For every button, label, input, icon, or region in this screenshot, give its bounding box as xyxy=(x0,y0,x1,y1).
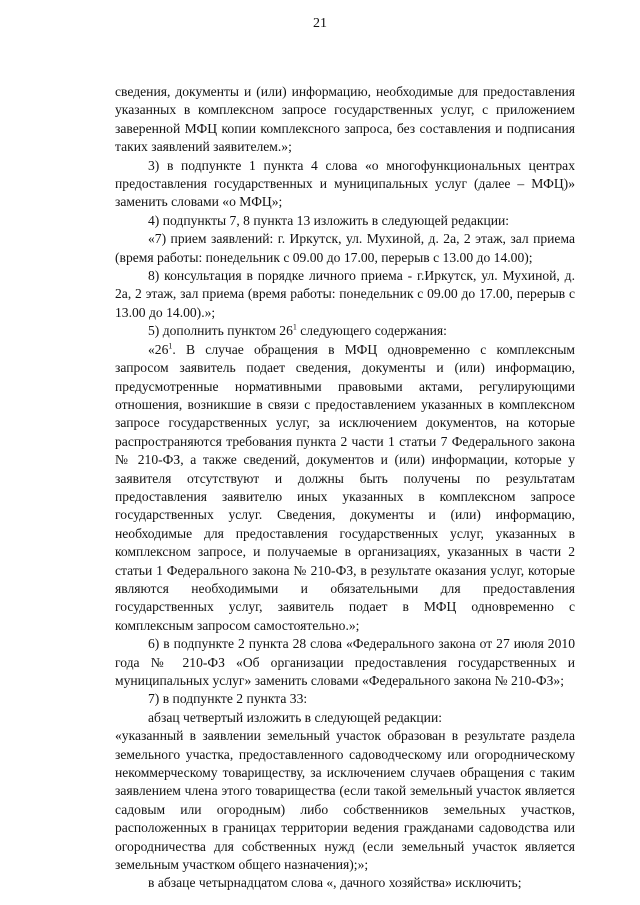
paragraph: «указанный в заявлении земельный участок образован в результате раздела земельного участка, предоставленного садоводческому или огородническому некоммерческому товариществу, за исключением случаев обращения с таким заявлением члена этого товарищества (если такой земельный участок является садовым или огородным) либо собственников земельных участков, расположенных в границах территории ведения гражданами садоводства или огородничества для собственных нужд (если земельный участок является земельным участком общего назначения);»; xyxy=(115,728,575,873)
paragraph: 4) подпункты 7, 8 пункта 13 изложить в следующей редакции: xyxy=(148,212,510,228)
paragraph: сведения, документы и (или) информацию, необходимые для предоставления указанных в комплексном запросе государственных услуг, с приложением заверенной МФЦ копии комплексного запроса, без составления и подписания таких заявлений заявителем.»; xyxy=(115,84,575,155)
paragraph: 6) в подпункте 2 пункта 28 слова «Федерального закона от 27 июля 2010 года № 210-ФЗ «Об организации предоставления государственных и муниципальных услуг» заменить словами «Федерального закона № 210-ФЗ»; xyxy=(115,636,575,688)
paragraph: 5) дополнить пунктом $26^1$ следующего содержания: xyxy=(148,322,447,339)
document-body xyxy=(115,83,575,893)
paragraph: в абзаце четырнадцатом слова «, дачного хозяйства» исключить; xyxy=(148,875,522,891)
paragraph: 3) в подпункте 1 пункта 4 слова «о многофункциональных центрах предоставления государственных и муниципальных услуг (далее – МФЦ)» заменить словами «о МФЦ»; xyxy=(115,157,575,210)
page-number: 21 xyxy=(313,16,327,31)
paragraph: 7) в подпункте 2 пункта 33: xyxy=(148,691,308,707)
paragraph: «$26^1$. В случае обращения в МФЦ одновременно с комплексным запросом заявитель подает сведения, документы и (или) информацию, предусмотренные нормативными правовыми актами, регулирующими отношения, возникшие в связи с предоставлением указанных в комплексном запросе государственных услуг, за исключением документов, на которые распространяются требования пункта 2 части 1 статьи 7 Федерального закона № 210-ФЗ, а также сведений, документов и (или) информации, которые у заявителя отсутствуют и должны быть получены по результатам предоставления заявителю иных указанных в комплексном запросе государственных услуг. Сведения, документы и (или) информацию, необходимые для предоставления государственных услуг, указанных в комплексном запросе, и получаемые в организациях, указанных в части 2 статьи 1 Федерального закона № 210-ФЗ, в результате оказания услуг, которые являются необходимыми и обязательными для предоставления государственных услуг, заявитель подает в МФЦ одновременно с комплексным запросом самостоятельно.»; xyxy=(115,341,575,633)
paragraph: «7) прием заявлений: г. Иркутск, ул. Мухиной, д. 2а, 2 этаж, зал приема (время работы: понедельник с 09.00 до 17.00, перерыв с 13.00 до 14.00); xyxy=(115,231,575,265)
paragraph: абзац четвертый изложить в следующей редакции: xyxy=(148,709,443,725)
paragraph: 8) консультация в порядке личного приема - г.Иркутск, ул. Мухиной, д. 2а, 2 этаж, зал приема (время работы: понедельник с 09.00 до 17.00, перерыв с 13.00 до 14.00).»; xyxy=(115,268,575,320)
